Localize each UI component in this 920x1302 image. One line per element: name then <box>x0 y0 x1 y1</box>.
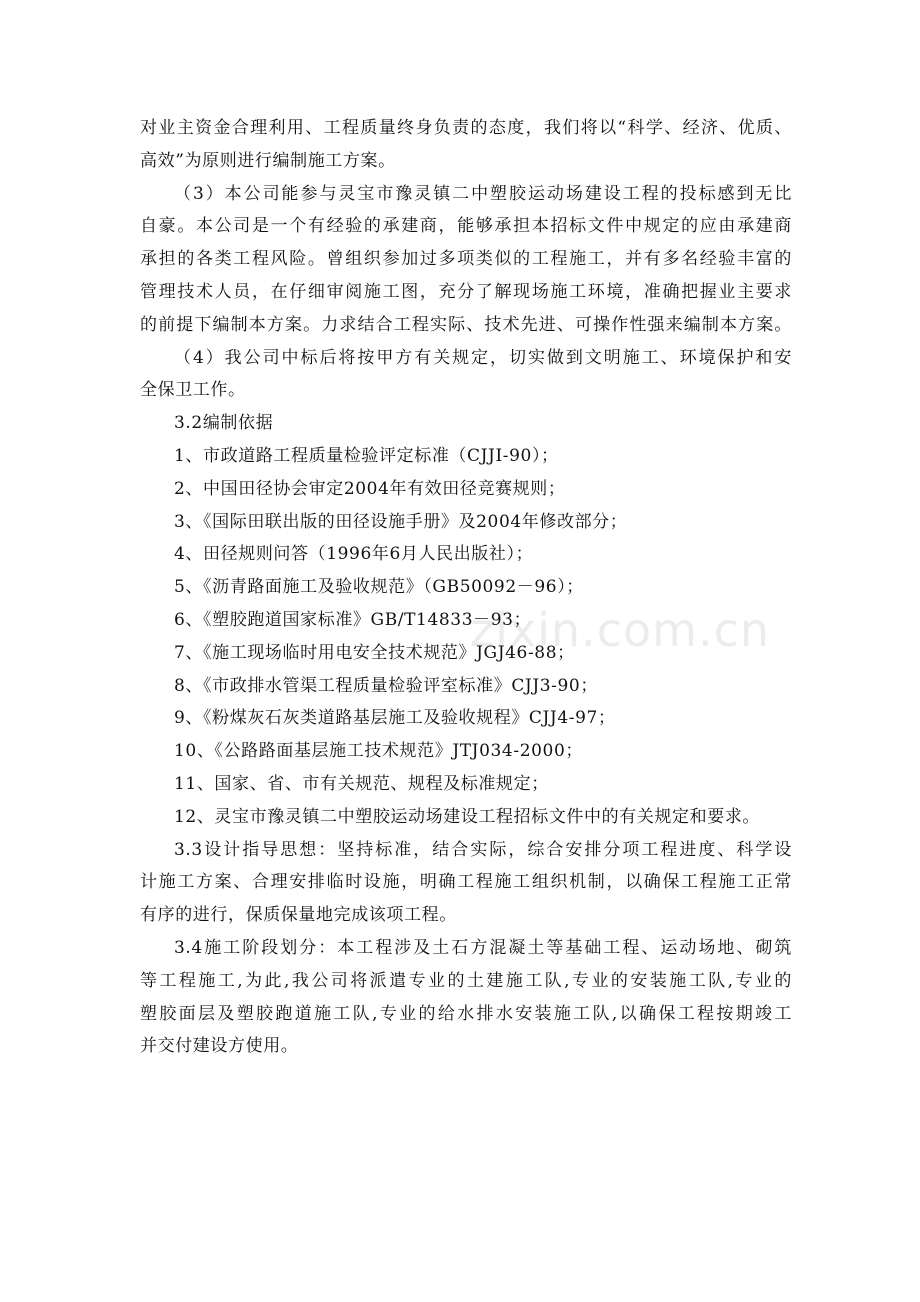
list-item: 12、灵宝市豫灵镇二中塑胶运动场建设工程招标文件中的有关规定和要求。 <box>174 806 761 827</box>
list-item: 1、市政道路工程质量检验评定标准（CJJI-90）； <box>174 445 559 466</box>
section-heading-3-2: 3.2编制依据 <box>174 413 274 434</box>
section-3-3-line: 3.3设计指导思想：坚持标准，结合实际，综合安排分项工程进度、科学设 <box>174 839 792 860</box>
text-line: 有序的进行，保质保量地完成该项工程。 <box>140 905 457 926</box>
paragraph-4-line: （4）我公司中标后将按甲方有关规定，切实做到文明施工、环境保护和安 <box>174 347 792 368</box>
text-line: 的前提下编制本方案。力求结合工程实际、技术先进、可操作性强来编制本方案。 <box>140 314 792 335</box>
list-item: 9、《粉煤灰石灰类道路基层施工及验收规程》CJJ4-97； <box>174 708 616 729</box>
text-line: 塑胶面层及塑胶跑道施工队,专业的给水排水安装施工队,以确保工程按期竣工 <box>140 1003 792 1024</box>
text-line: 并交付建设方使用。 <box>140 1036 299 1057</box>
list-item: 10、《公路路面基层施工技术规范》JTJ034-2000； <box>174 741 583 762</box>
list-item: 7、《施工现场临时用电安全技术规范》JGJ46-88； <box>174 642 575 663</box>
list-item: 2、中国田径协会审定2004年有效田径竞赛规则； <box>174 478 566 499</box>
list-item: 4、田径规则问答（1996年6月人民出版社）； <box>174 544 534 565</box>
watermark: zixin.com.cn <box>470 603 771 657</box>
list-item: 5、《沥青路面施工及验收规范》（GB50092－96）； <box>174 577 584 598</box>
list-item: 8、《市政排水管渠工程质量检验评室标准》CJJ3-90； <box>174 675 598 696</box>
text-line: 对业主资金合理利用、工程质量终身负责的态度，我们将以“科学、经济、优质、 <box>140 118 792 138</box>
text-line: 等工程施工,为此,我公司将派遣专业的土建施工队,专业的安装施工队,专业的 <box>140 970 792 991</box>
list-item: 3、《国际田联出版的田径设施手册》及2004年修改部分； <box>174 511 628 532</box>
text-line: 高效”为原则进行编制施工方案。 <box>140 150 396 171</box>
list-item: 11、国家、省、市有关规范、规程及标准规定； <box>174 773 549 794</box>
text-line: 计施工方案、合理安排临时设施，明确工程施工组织机制，以确保工程施工正常 <box>140 872 792 893</box>
text-line: 自豪。本公司是一个有经验的承建商，能够承担本招标文件中规定的应由承建商 <box>140 216 792 237</box>
text-line: 管理技术人员，在仔细审阅施工图，充分了解现场施工环境，准确把握业主要求 <box>140 281 792 302</box>
section-3-4-line: 3.4施工阶段划分：本工程涉及土石方混凝土等基础工程、运动场地、砌筑 <box>174 937 792 958</box>
list-item: 6、《塑胶跑道国家标准》GB/T14833－93； <box>174 609 532 630</box>
document-body <box>140 112 792 1063</box>
paragraph-3-line: （3）本公司能参与灵宝市豫灵镇二中塑胶运动场建设工程的投标感到无比 <box>174 183 792 204</box>
text-line: 全保卫工作。 <box>140 380 246 401</box>
text-line: 承担的各类工程风险。曾组织参加过多项类似的工程施工，并有多名经验丰富的 <box>140 249 792 270</box>
